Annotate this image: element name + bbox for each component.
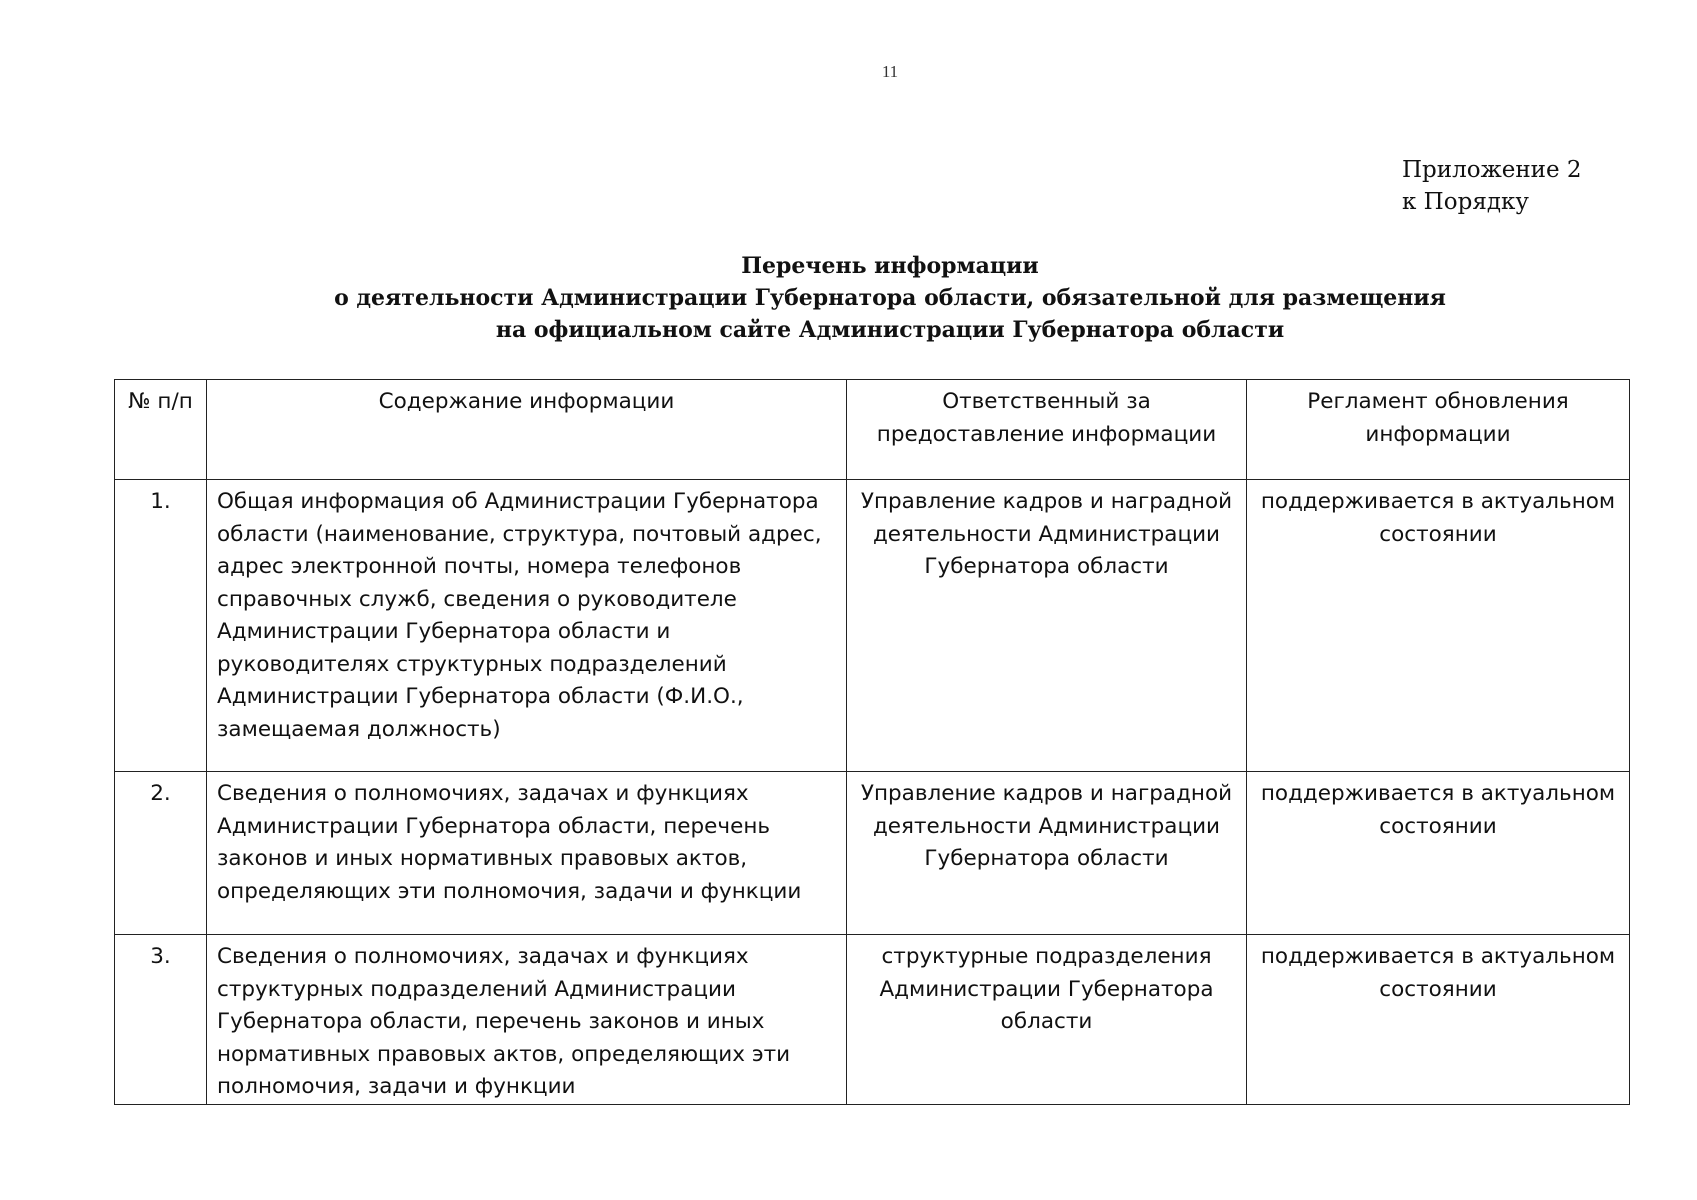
appendix-line-1: Приложение 2: [1402, 157, 1582, 183]
row-num: 3.: [115, 935, 207, 1105]
information-table: [114, 379, 1630, 1105]
row-content: Сведения о полномочиях, задачах и функциях структурных подразделений Администрации Губернатора области, перечень законов и иных нормативных правовых актов, определяющих эти полномочия, задачи и функции: [207, 935, 847, 1105]
row-update: поддерживается в актуальном состоянии: [1247, 772, 1630, 935]
row-num: 1.: [115, 480, 207, 772]
header-content: Содержание информации: [207, 380, 847, 480]
row-update: поддерживается в актуальном состоянии: [1247, 480, 1630, 772]
title-line-2: о деятельности Администрации Губернатора области, обязательной для размещения: [334, 285, 1446, 311]
page-number: 11: [881, 62, 899, 81]
row-content: Сведения о полномочиях, задачах и функциях Администрации Губернатора области, перечень законов и иных нормативных правовых актов, определяющих эти полномочия, задачи и функции: [207, 772, 847, 935]
row-update: поддерживается в актуальном состоянии: [1247, 935, 1630, 1105]
header-update: Регламент обновления информации: [1247, 380, 1630, 480]
row-responsible: Управление кадров и наградной деятельности Администрации Губернатора области: [847, 480, 1247, 772]
row-num: 2.: [115, 772, 207, 935]
title-line-3: на официальном сайте Администрации Губернатора области: [495, 317, 1285, 343]
row-responsible: Управление кадров и наградной деятельности Администрации Губернатора области: [847, 772, 1247, 935]
header-responsible: Ответственный за предоставление информации: [847, 380, 1247, 480]
table-row: [115, 480, 1630, 772]
title-line-1: Перечень информации: [741, 253, 1039, 279]
header-num: № п/п: [115, 380, 207, 480]
appendix-line-2: к Порядку: [1402, 189, 1529, 215]
appendix-note: [1402, 154, 1582, 218]
row-content: Общая информация об Администрации Губернатора области (наименование, структура, почтовый адрес, адрес электронной почты, номера телефонов справочных служб, сведения о руководителе Администрации Губернатора области и руководителях структурных подразделений Администрации Губернатора области (Ф.И.О., замещаемая должность): [207, 480, 847, 772]
table-header-row: [115, 380, 1630, 480]
table-row: [115, 935, 1630, 1105]
table-row: [115, 772, 1630, 935]
row-responsible: структурные подразделения Администрации Губернатора области: [847, 935, 1247, 1105]
document-title: [0, 250, 1697, 346]
